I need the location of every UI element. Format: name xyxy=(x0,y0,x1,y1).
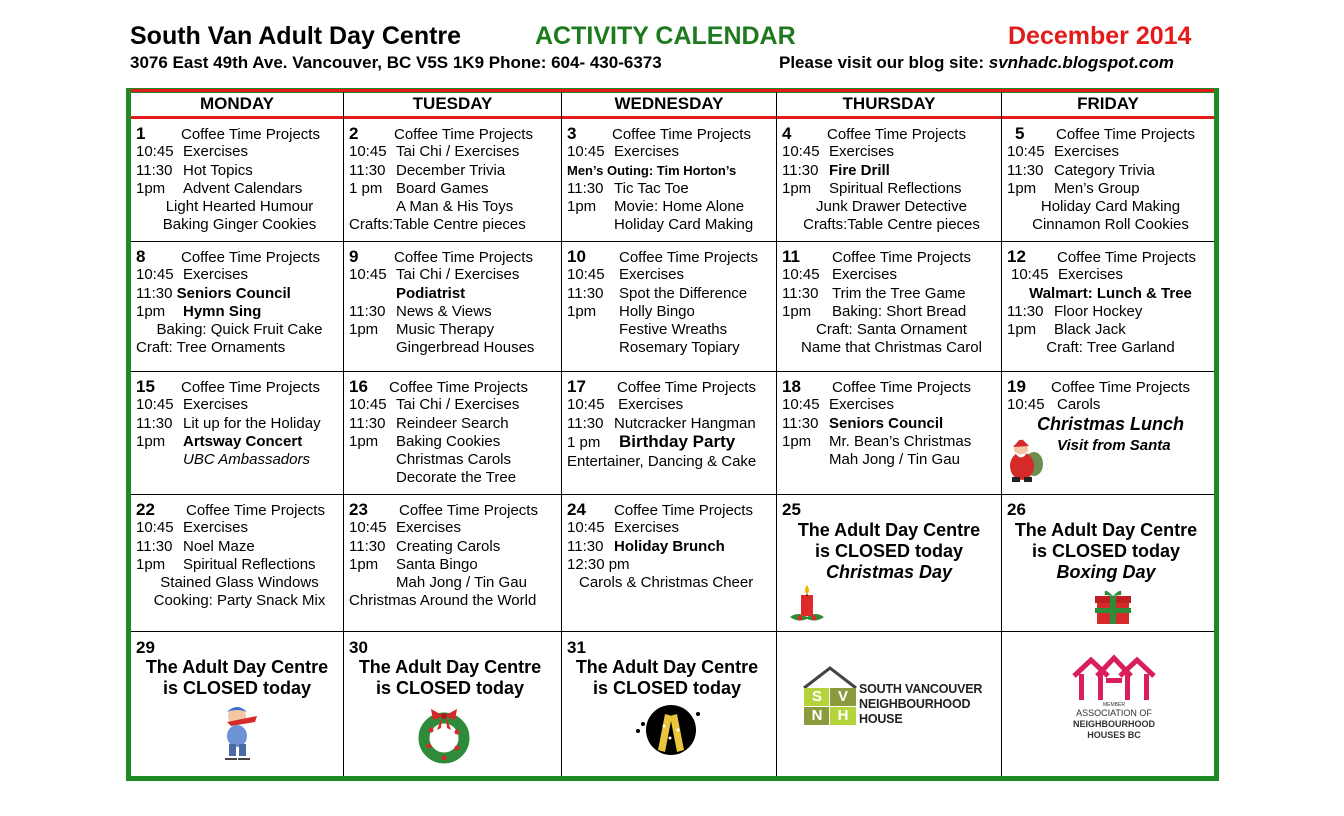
closed-line: is CLOSED today xyxy=(592,678,742,698)
weekday-tuesday: TUESDAY xyxy=(412,94,493,113)
activity: Lit up for the Holiday xyxy=(183,414,321,432)
activity-highlight: Fire Drill xyxy=(829,161,890,179)
activity: Tai Chi / Exercises xyxy=(396,266,520,284)
closed-line: is CLOSED today xyxy=(375,678,525,698)
weekday-friday: FRIDAY xyxy=(1077,94,1139,113)
activity: Craft: Santa Ornament xyxy=(816,321,967,339)
activity: News & Views xyxy=(396,302,492,320)
activity: Trim the Tree Game xyxy=(832,284,966,302)
activity: Men’s Group xyxy=(1054,179,1140,197)
activity: Creating Carols xyxy=(396,537,501,555)
activity: Exercises xyxy=(183,519,249,537)
day-number: 30 xyxy=(349,638,368,657)
activity-time: 1pm xyxy=(782,302,812,320)
activity: Coffee Time Projects xyxy=(399,502,538,519)
day-number: 11 xyxy=(782,247,800,266)
activity: Noel Maze xyxy=(183,537,255,555)
day-number: 12 xyxy=(1007,247,1026,266)
activity-time: 11:30 xyxy=(136,414,173,432)
closed-line: is CLOSED today xyxy=(162,678,312,698)
activity-highlight: Hymn Sing xyxy=(183,302,262,320)
activity: Coffee Time Projects xyxy=(186,502,325,519)
activity-time: 10:45 xyxy=(567,519,605,537)
closed-notice-31 xyxy=(562,657,772,699)
day-number: 25 xyxy=(782,500,801,519)
svnh-logo-letter: V xyxy=(837,688,848,705)
activity: Advent Calendars xyxy=(183,179,303,197)
activity: UBC Ambassadors xyxy=(183,451,310,469)
activity: Cinnamon Roll Cookies xyxy=(1032,216,1189,234)
svnh-logo xyxy=(800,666,990,736)
activity-time: 11:30 xyxy=(782,414,819,432)
activity-time: 11:30 xyxy=(349,302,386,320)
grid-line xyxy=(131,631,1214,632)
activity-time: 10:45 xyxy=(567,266,605,284)
holiday-name: Boxing Day xyxy=(1056,562,1156,582)
candle-icon xyxy=(788,583,826,625)
blog-url[interactable]: svnhadc.blogspot.com xyxy=(988,53,1174,72)
activity: Reindeer Search xyxy=(396,414,509,432)
day-cell-11 xyxy=(777,243,1001,358)
day-cell-15 xyxy=(131,373,343,469)
activity-time: 10:45 xyxy=(1007,143,1045,161)
svnh-line: HOUSE xyxy=(859,712,903,726)
day-number: 24 xyxy=(567,500,586,519)
activity: Exercises xyxy=(614,519,680,537)
day-cell-12 xyxy=(1002,243,1214,358)
activity: Floor Hockey xyxy=(1054,302,1143,320)
activity: Spot the Difference xyxy=(619,284,748,302)
activity-time: 10:45 xyxy=(349,266,387,284)
activity: Coffee Time Projects xyxy=(614,502,753,519)
grid-line xyxy=(131,494,1214,495)
activity-time: 11:30 xyxy=(349,161,386,179)
activity: Baking: Quick Fruit Cake xyxy=(156,321,323,339)
day-number: 19 xyxy=(1007,377,1026,396)
weekday-thursday: THURSDAY xyxy=(842,94,936,113)
activity: Rosemary Topiary xyxy=(619,339,740,357)
activity: Crafts:Table Centre pieces xyxy=(349,216,526,234)
activity: Exercises xyxy=(614,396,684,414)
closed-notice-30 xyxy=(344,657,556,699)
activity-highlight: Podiatrist xyxy=(396,284,466,302)
day-cell-17 xyxy=(562,373,776,471)
activity: Coffee Time Projects xyxy=(1051,379,1190,396)
activity: Coffee Time Projects xyxy=(181,249,320,266)
day-number: 22 xyxy=(136,500,155,519)
ice-skater-icon xyxy=(213,702,263,764)
activity: Music Therapy xyxy=(396,321,495,339)
activity: Santa Bingo xyxy=(396,555,478,573)
activity-time: 10:45 xyxy=(1011,266,1049,284)
activity: Holiday Card Making xyxy=(1040,198,1181,216)
activity-time: 10:45 xyxy=(349,519,387,537)
activity: Crafts:Table Centre pieces xyxy=(803,216,980,234)
day-cell-10 xyxy=(562,243,776,358)
calendar-title: ACTIVITY CALENDAR xyxy=(535,22,796,50)
anhbc-logo-mark xyxy=(1071,654,1157,702)
day-cell-1 xyxy=(131,120,343,235)
day-number: 26 xyxy=(1007,500,1026,519)
activity-time: 11:30 xyxy=(349,537,386,555)
activity: Craft: Tree Garland xyxy=(1046,339,1175,357)
activity: Entertainer, Dancing & Cake xyxy=(567,452,757,470)
activity-time: 11:30 xyxy=(1007,161,1044,179)
closed-line: The Adult Day Centre xyxy=(1014,520,1198,540)
activity-time: 10:45 xyxy=(349,143,387,161)
day-number: 8 xyxy=(136,247,146,266)
day-number: 10 xyxy=(567,247,586,266)
activity: A Man & His Toys xyxy=(396,198,514,216)
day-number: 5 xyxy=(1015,124,1025,143)
blog-label: Please visit our blog site: xyxy=(779,53,989,72)
activity: Gingerbread Houses xyxy=(396,339,535,357)
activity: Spiritual Reflections xyxy=(183,555,316,573)
grid-line xyxy=(131,371,1214,372)
centre-address-phone: 3076 East 49th Ave. Vancouver, BC V5S 1K9 Phone: 604- 430-6373 xyxy=(130,53,662,72)
activity: Baking Ginger Cookies xyxy=(162,216,317,234)
activity-time: 10:45 xyxy=(1007,396,1045,414)
activity: Christmas Around the World xyxy=(349,592,537,610)
closed-notice-29 xyxy=(131,657,343,699)
activity-time: 10:45 xyxy=(136,266,174,284)
activity-time: 1 pm xyxy=(349,179,383,197)
activity-time: 10:45 xyxy=(782,396,820,414)
activity: Coffee Time Projects xyxy=(832,379,971,396)
champagne-toast-icon xyxy=(634,700,704,758)
anhbc-member-label: MEMBER xyxy=(1103,702,1125,708)
activity: Nutcracker Hangman xyxy=(614,414,756,432)
day-number: 29 xyxy=(136,638,155,657)
centre-name: South Van Adult Day Centre xyxy=(130,22,462,50)
activity-time: 11:30 xyxy=(136,161,173,179)
activity: Coffee Time Projects xyxy=(389,379,528,396)
activity-time: 10:45 xyxy=(136,519,174,537)
day-cell-18 xyxy=(777,373,1001,469)
activity: Exercises xyxy=(396,519,462,537)
activity: Coffee Time Projects xyxy=(1056,126,1195,143)
anhbc-logo xyxy=(1064,654,1164,744)
activity: Name that Christmas Carol xyxy=(801,339,982,357)
calendar-month: December 2014 xyxy=(1008,22,1192,50)
closed-notice-26 xyxy=(1002,520,1210,583)
closed-line: The Adult Day Centre xyxy=(145,657,329,677)
day-number: 18 xyxy=(782,377,801,396)
activity: Movie: Home Alone xyxy=(614,198,745,216)
activity: Exercises xyxy=(183,396,249,414)
activity: Carols xyxy=(1057,396,1101,414)
activity-time: 10:45 xyxy=(136,143,174,161)
svnh-line: SOUTH VANCOUVER xyxy=(859,682,983,696)
activity: Mr. Bean’s Christmas xyxy=(829,432,972,450)
day-number: 16 xyxy=(349,377,368,396)
activity: Mah Jong / Tin Gau xyxy=(829,451,960,469)
activity-time: 10:45 xyxy=(349,396,387,414)
holiday-name: Christmas Day xyxy=(825,562,953,582)
gift-icon xyxy=(1095,588,1131,626)
svnh-logo-letter: S xyxy=(811,688,822,705)
day-cell-5 xyxy=(1002,120,1214,235)
activity: Craft: Tree Ornaments xyxy=(136,339,286,357)
activity: Holly Bingo xyxy=(619,302,695,320)
activity: Exercises xyxy=(614,143,680,161)
activity: Stained Glass Windows xyxy=(160,574,319,592)
activity-time: 11:30 xyxy=(349,414,386,432)
day-cell-23 xyxy=(344,496,561,611)
day-cell-3 xyxy=(562,120,776,235)
activity-highlight: Birthday Party xyxy=(619,431,736,451)
day-number: 1 xyxy=(136,124,146,143)
activity: Tic Tac Toe xyxy=(614,179,689,197)
activity-highlight: Walmart: Lunch & Tree xyxy=(1029,284,1192,302)
activity: Carols & Christmas Cheer xyxy=(579,574,754,592)
activity: Light Hearted Humour xyxy=(165,198,314,216)
activity: Coffee Time Projects xyxy=(181,379,320,396)
activity: Christmas Carols xyxy=(396,451,512,469)
weekday-wednesday: WEDNESDAY xyxy=(614,94,724,113)
activity-time: 11:30 xyxy=(567,179,604,197)
closed-notice-25 xyxy=(777,520,1001,583)
activity-time: 1pm xyxy=(782,179,812,197)
activity: Exercises xyxy=(832,266,898,284)
activity-highlight: Christmas Lunch xyxy=(1036,413,1185,434)
day-cell-16 xyxy=(344,373,561,488)
activity-time: 11:30 xyxy=(567,414,604,432)
svnh-logo-letter: N xyxy=(811,707,823,724)
svnh-logo-letter: H xyxy=(837,707,849,724)
activity-time: 11:30 xyxy=(136,284,173,302)
activity: Coffee Time Projects xyxy=(832,249,971,266)
closed-line: is CLOSED today xyxy=(814,541,964,561)
activity: Baking Cookies xyxy=(396,432,501,450)
activity: Exercises xyxy=(1058,266,1124,284)
activity-time: 11:30 xyxy=(782,161,819,179)
activity: December Trivia xyxy=(396,161,506,179)
activity: Holiday Card Making xyxy=(614,216,754,234)
activity: Cooking: Party Snack Mix xyxy=(153,592,326,610)
activity-time: 10:45 xyxy=(782,266,820,284)
activity-time: 1pm xyxy=(349,555,379,573)
activity-time: 1 pm xyxy=(567,433,601,451)
activity-time: 1pm xyxy=(136,432,166,450)
day-cell-24 xyxy=(562,496,776,592)
activity: Festive Wreaths xyxy=(619,321,728,339)
day-cell-4 xyxy=(777,120,1001,235)
activity: Exercises xyxy=(1054,143,1120,161)
activity-highlight: Men’s Outing: Tim Horton’s xyxy=(567,162,737,178)
day-number: 17 xyxy=(567,377,586,396)
activity-time: 1pm xyxy=(782,432,812,450)
activity: Coffee Time Projects xyxy=(181,126,320,143)
activity-time: 1pm xyxy=(136,302,166,320)
day-cell-9 xyxy=(344,243,561,358)
activity-time: 11:30 xyxy=(1007,302,1044,320)
day-number: 4 xyxy=(782,124,792,143)
activity-time: 1pm xyxy=(136,555,166,573)
activity-time: 1pm xyxy=(567,302,597,320)
anhbc-line: NEIGHBOURHOOD xyxy=(1072,719,1155,729)
activity-time: 1pm xyxy=(136,179,166,197)
closed-line: The Adult Day Centre xyxy=(575,657,759,677)
day-cell-22 xyxy=(131,496,343,611)
activity-time: 11:30 xyxy=(567,284,604,302)
activity: Black Jack xyxy=(1054,321,1126,339)
day-number: 23 xyxy=(349,500,368,519)
day-cell-8 xyxy=(131,243,343,358)
activity: Board Games xyxy=(396,179,489,197)
activity: Decorate the Tree xyxy=(396,469,517,487)
activity-highlight: Seniors Council xyxy=(829,414,944,432)
activity-time: 1pm xyxy=(1007,179,1037,197)
activity: Exercises xyxy=(829,396,895,414)
activity: Tai Chi / Exercises xyxy=(396,396,520,414)
activity: Coffee Time Projects xyxy=(394,126,533,143)
activity-time: 1pm xyxy=(349,321,379,339)
activity-time: 1pm xyxy=(349,432,379,450)
closed-line: The Adult Day Centre xyxy=(797,520,981,540)
activity-time: 10:45 xyxy=(567,143,605,161)
activity-time: 12:30 pm xyxy=(567,555,630,573)
activity-time: 1pm xyxy=(567,198,597,216)
activity-time: 11:30 xyxy=(782,284,819,302)
activity: Coffee Time Projects xyxy=(617,379,756,396)
activity: Coffee Time Projects xyxy=(619,249,758,266)
svnh-line: NEIGHBOURHOOD xyxy=(859,697,971,711)
grid-line xyxy=(131,241,1214,242)
closed-line: is CLOSED today xyxy=(1031,541,1181,561)
activity: Baking: Short Bread xyxy=(832,302,967,320)
header-bottom-rule xyxy=(131,116,1214,119)
anhbc-line: HOUSES BC xyxy=(1087,730,1141,740)
activity: Exercises xyxy=(183,266,249,284)
activity-time: 11:30 xyxy=(567,537,604,555)
activity-highlight: Seniors Council xyxy=(176,284,291,302)
activity: Exercises xyxy=(619,266,685,284)
anhbc-logo-text xyxy=(1064,702,1164,741)
wreath-icon xyxy=(417,706,471,766)
day-number: 15 xyxy=(136,377,155,396)
santa-icon xyxy=(1004,436,1046,484)
activity: Exercises xyxy=(829,143,895,161)
activity-time: 1pm xyxy=(1007,321,1037,339)
weekday-monday: MONDAY xyxy=(200,94,274,113)
anhbc-line: ASSOCIATION OF xyxy=(1076,708,1152,718)
day-cell-2 xyxy=(344,120,561,235)
blog-notice xyxy=(779,53,1174,73)
activity: Coffee Time Projects xyxy=(1057,249,1196,266)
activity: Mah Jong / Tin Gau xyxy=(396,574,527,592)
svnh-logo-text xyxy=(859,682,982,727)
activity-highlight: Artsway Concert xyxy=(183,432,303,450)
activity: Tai Chi / Exercises xyxy=(396,143,520,161)
activity-highlight: Visit from Santa xyxy=(1057,436,1171,454)
activity-highlight: Holiday Brunch xyxy=(614,537,725,555)
activity: Junk Drawer Detective xyxy=(816,198,967,216)
closed-line: The Adult Day Centre xyxy=(358,657,542,677)
day-number: 31 xyxy=(567,638,586,657)
day-number: 3 xyxy=(567,124,577,143)
activity: Exercises xyxy=(183,143,249,161)
activity: Coffee Time Projects xyxy=(394,249,533,266)
activity-time: 10:45 xyxy=(567,396,605,414)
day-number: 9 xyxy=(349,247,359,266)
activity: Spiritual Reflections xyxy=(829,179,962,197)
day-number: 2 xyxy=(349,124,359,143)
activity-time: 11:30 xyxy=(136,537,173,555)
activity: Coffee Time Projects xyxy=(827,126,966,143)
activity: Category Trivia xyxy=(1054,161,1155,179)
activity: Hot Topics xyxy=(183,161,253,179)
activity: Coffee Time Projects xyxy=(612,126,751,143)
activity-time: 10:45 xyxy=(782,143,820,161)
activity-time: 10:45 xyxy=(136,396,174,414)
